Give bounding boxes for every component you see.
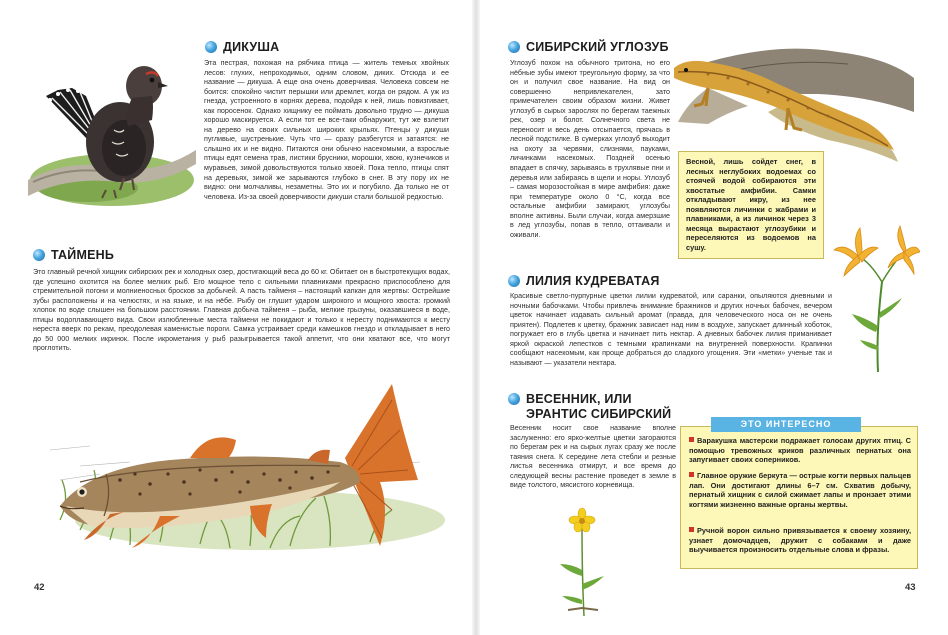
- taimen-text: Это главный речной хищник сибирских рек и холодных озер, достигающий веса до 60 кг. Обитает он в быстротекущих водах, где успешно охотится на более мелких рыб. Его мощное тело с сильными плавниками прекрасно приспособлено для стремительной погони и молниеносных бросков за добычей. А пасть тайменя – настоящий капкан для жертвы: Острейшие зубы расположены и на челюстях, и на языке, и на нёбе. Рыбу он глушит ударом широкого и мощного хвоста: громкий хлопок по воде слышен на большом расстоянии. Главная добыча тайменя – рыба, мелкие грызуны, оказавшиеся в воде, птицы водоплавающего вида. Свои излюбленные места таймени не покидают и только к нересту поднимаются к месту нереста вверх по рекам, преодолевая каменистые пороги. Самка устраивает среди камешков гнездо и откладывает в него до 50 000 мелких икринок. После икрометания у рыб разыгрывается такой аппетит, что они хватают все, что могут проглотить.: [33, 268, 450, 353]
- fact-text: Варакушка мастерски подражает голосам других птиц. С помощью тревожных криков различных пернатых она запугивает своих соперников.: [689, 436, 911, 465]
- uglozub-title: СИБИРСКИЙ УГЛОЗУБ: [526, 40, 669, 54]
- fact-bullet-icon: [689, 472, 694, 477]
- fact-text: Главное оружие беркута — острые когти первых пальцев лап. Они достигают длины 6–7 см. Схватив добычу, пернатый хищник с силой сжимает лапы и пронзает этими когтями жизненно важные органы жертвы.: [689, 471, 911, 509]
- liliya-title: ЛИЛИЯ КУДРЕВАТАЯ: [526, 274, 660, 288]
- interesting-title: ЭТО ИНТЕРЕСНО: [711, 417, 861, 432]
- dikusha-text: Эта пестрая, похожая на рябчика птица — житель темных хвойных лесов: глухих, непроходимых, одним словом, диких. Отсюда и ее название — дикуша. А еще она очень доверчивая. Человека совсем не боится: спокойно чистит перышки или дремлет, когда он рядом. А уж из гнезда, устроенного в корнях дерева, подойдя к ней, лишь повизгивает, как поросенок. Однако хищнику ее поймать довольно трудно — дикуша хорошо маскируется. А если тот ее все-таки обнаружит, тут же взлетит на дерево на своих сильных широких крыльях. Птенцы у дикуши пугливые, шустренькие. Чуть что — сразу разбегутся и затаятся: не слышно их и не видно. Питаются они обычно насекомыми, а взрослые птицы едят семена трав, листики брусники, морошки, хвою, кузнечиков и муравьев, зимой довольствуются только хвоей. Пока тепло, птицы спят на деревьях, зимой же зарываются глубоко в снег. В эту пору их не видно: они молчаливы, незаметны. Это их и погубило. Да только не от человека. Из-за своей доверчивости дикуши стали большой редкостью.: [204, 59, 449, 201]
- uglozub-text: Углозуб похож на обычного тритона, но его нёбные зубы имеют треугольную форму, за что он и получил свое название. На вид он совершенно непривлекателен, зато примечателен своим образом жизни. Живет углозуб в сырых зарослях по берегам таежных рек, озер и болот. Солнечного света не переносит и весь день отсыпается, прячась в лесной подстилке. В сумерках углозуб выходит на охоту за червями, слизнями, пауками, личинками насекомых. Поздней осенью впадает в спячку, зарываясь в трухлявые пни и деревья или забираясь в щели и норы. Углозуб – самая морозостойкая в мире амфибия: даже при температуре около 0 °С, когда все остальные амфибии замирают, углозубы вполне активны. Были случаи, когда амерзшие в лед углозубы, попав в тепло, оттаивали и оживали.: [510, 59, 670, 239]
- interesting-fact: [689, 436, 911, 465]
- left-page-number: 42: [34, 582, 45, 593]
- liliya-illustration: [830, 222, 920, 372]
- vesennik-illustration: [548, 506, 618, 616]
- fact-text: Ручной ворон сильно привязывается к своему хозяину, узнает домочадцев, дружит с собаками и даже выучивается произносить отдельные слова и фразы.: [689, 526, 911, 555]
- heading-bullet-icon: [508, 275, 520, 287]
- uglozub-note-text: Весной, лишь сойдет снег, в лесных неглубоких водоемах со стоячей водой собираются эти хвостатые амфибии. Самки откладывают икру, из нее появляются личинки с жабрами и плавниками, а из личинок через 3 месяца вырастают углозубики и переселяются из водоемов на сушу.: [686, 157, 816, 252]
- uglozub-note: [678, 151, 824, 259]
- heading-bullet-icon: [205, 41, 217, 53]
- vesennik-title-line1: ВЕСЕННИК, ИЛИ: [526, 392, 632, 406]
- dikusha-title: ДИКУША: [223, 40, 280, 54]
- heading-bullet-icon: [33, 249, 45, 261]
- taimen-heading: [33, 248, 114, 262]
- dikusha-heading: [205, 40, 279, 54]
- liliya-heading: [508, 274, 660, 288]
- vesennik-title-line2: ЭРАНТИС СИБИРСКИЙ: [526, 407, 672, 421]
- taimen-illustration: [40, 370, 455, 570]
- uglozub-heading: [508, 40, 669, 54]
- vesennik-text: Весенник носит свое название вполне заслуженно: его ярко-желтые цветки загораются по берегам рек и на сырых лугах сразу же после таяния снега. К середине лета стебли и резные листья весенника отмирут, и все время до следующей весны растение проведет в земле в виде толстого, мясистого корневища.: [510, 424, 676, 490]
- liliya-text: Красивые светло-пурпурные цветки лилии кудреватой, или саранки, опыляются дневными и ночными бабочками. Чтобы привлечь внимание бражников и других ночных бабочек, вечером цветок начинает издавать сильный аромат (правда, для человеческого носа он не очень приятен). Подлетев к цветку, бражник зависает над ним в воздухе, запускает длинный хоботок, погружает его в глубь цветка и начинает пить нектар. А дневных бабочек лилия приманивает яркой окраской лепестков с темными крапинками на внутренней поверхности. Крапинки сообщают насекомым, как проще добраться до сладкого угощения. Эти «метки» ученые так и называют — указатели нектара.: [510, 292, 832, 367]
- vesennik-title: [526, 392, 671, 422]
- interesting-fact: [689, 471, 911, 509]
- fact-bullet-icon: [689, 527, 694, 532]
- interesting-fact: [689, 526, 911, 555]
- right-page-number: 43: [905, 582, 916, 593]
- heading-bullet-icon: [508, 41, 520, 53]
- interesting-box: [680, 419, 918, 569]
- fact-bullet-icon: [689, 437, 694, 442]
- heading-bullet-icon: [508, 393, 520, 405]
- page-gutter: [472, 0, 480, 635]
- dikusha-illustration: [28, 30, 196, 208]
- taimen-title: ТАЙМЕНЬ: [51, 248, 115, 262]
- vesennik-heading: [508, 392, 671, 422]
